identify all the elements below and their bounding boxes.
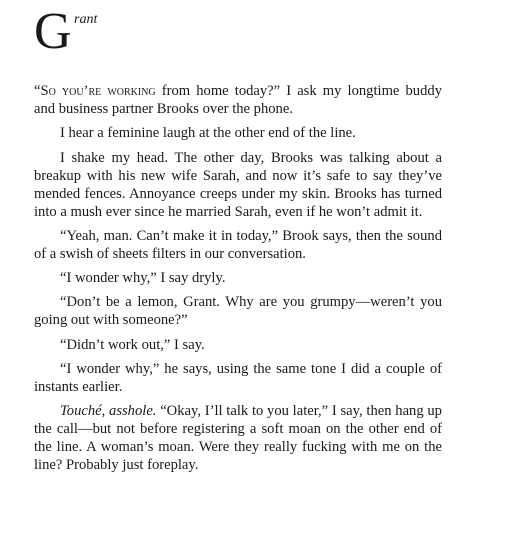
paragraph-1-smallcaps-lead: “So you’re working (34, 83, 156, 99)
book-page (34, 0, 442, 481)
chapter-heading (34, 0, 442, 82)
chapter-body (34, 82, 442, 474)
paragraph-9-text: “Okay, I’ll talk to you later,” I say, then hang up the call—but not before registering a soft moan on the other end of the line. A woman’s moan. Were they really fucking with me on the line? Probably just foreplay. (34, 403, 442, 474)
chapter-heading-rest: rant (74, 12, 98, 27)
chapter-drop-cap: G (34, 3, 72, 60)
paragraph-7: “Didn’t work out,” I say. (60, 336, 205, 353)
paragraph-1-text: from home today?” I ask my longtime buddy and business partner Brooks over the phone. (34, 83, 442, 117)
paragraph-2: I hear a feminine laugh at the other end of the line. (60, 125, 356, 142)
paragraph-1 (34, 82, 442, 118)
paragraph-3: I shake my head. The other day, Brooks was talking about a breakup with his new wife Sarah, and now it’s safe to say they’ve mended fences. Annoyance creeps under my skin. Brooks has turned into a mush ever since he married Sarah, even if he won’t admit it. (34, 149, 442, 220)
paragraph-9-italic-lead: Touché, asshole. (60, 403, 157, 420)
paragraph-9 (34, 402, 442, 474)
paragraph-5: “I wonder why,” I say dryly. (60, 270, 226, 287)
paragraph-6: “Don’t be a lemon, Grant. Why are you grumpy—weren’t you going out with someone?” (34, 294, 442, 329)
paragraph-4: “Yeah, man. Can’t make it in today,” Brook says, then the sound of a swish of sheets filters in our conversation. (34, 227, 442, 262)
paragraph-8: “I wonder why,” he says, using the same tone I did a couple of instants earlier. (34, 361, 442, 396)
